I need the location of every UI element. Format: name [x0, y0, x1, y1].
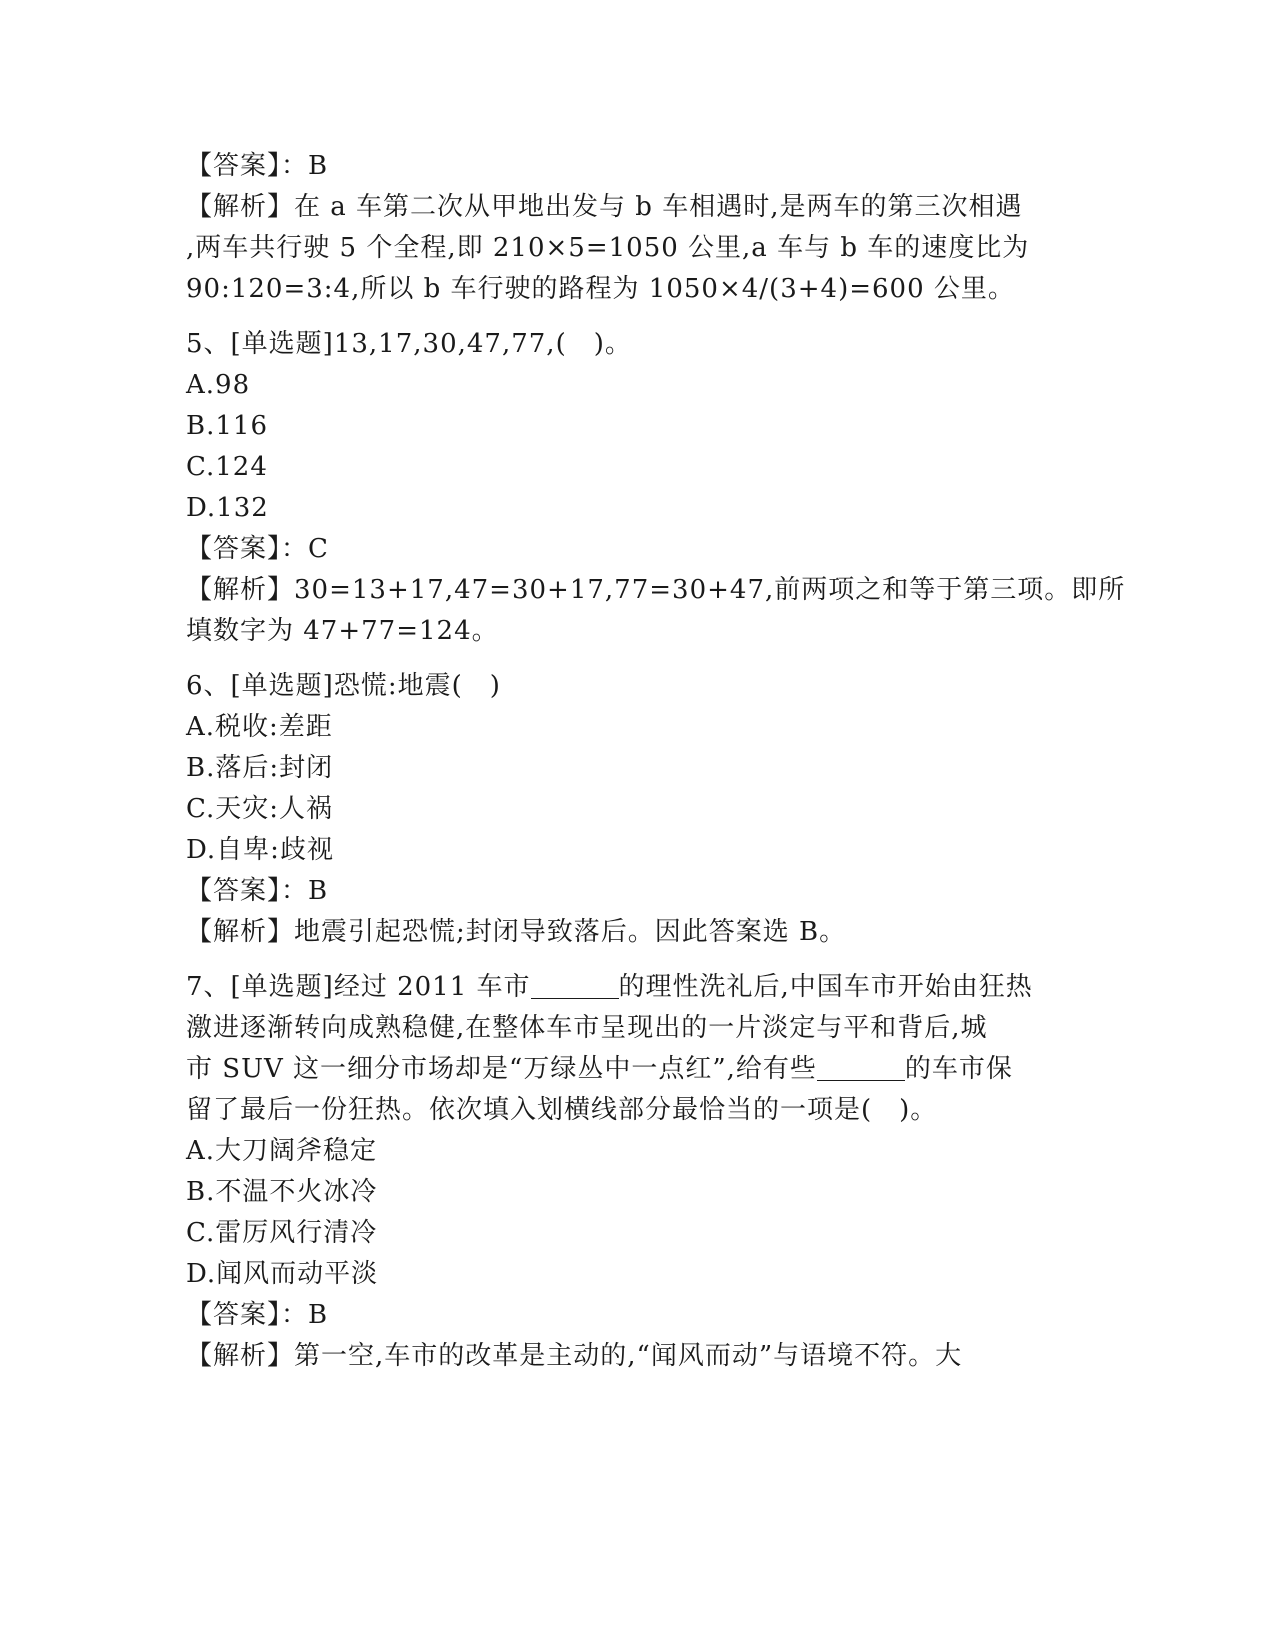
option-a: A.大刀阔斧稳定 [186, 1136, 378, 1166]
question-stem-line-4: 留了最后一份狂热。依次填入划横线部分最恰当的一项是( )。 [186, 1095, 938, 1125]
fill-blank-2 [817, 1054, 905, 1081]
analysis-line: ,两车共行驶 5 个全程,即 210×5=1050 公里,a 车与 b 车的速度比为 [186, 233, 1030, 263]
question-6 [186, 666, 1086, 953]
option-a: A.税收:差距 [186, 712, 333, 742]
option-d: D.自卑:歧视 [186, 835, 334, 865]
stem-text: 7、[单选题]经过 2011 车市 [186, 972, 531, 1002]
question-stem-line-3 [186, 1049, 1086, 1090]
option-c: C.124 [186, 452, 268, 482]
analysis-line: 【解析】地震引起恐慌;封闭导致落后。因此答案选 B。 [186, 917, 847, 947]
stem-text: 市 SUV 这一细分市场却是“万绿丛中一点红”,给有些 [186, 1054, 817, 1084]
analysis-line: 【解析】第一空,车市的改革是主动的,“闻风而动”与语境不符。大 [186, 1341, 963, 1371]
answer-line: 【答案】：C [186, 534, 329, 564]
question-7 [186, 967, 1086, 1377]
document-page [186, 146, 1126, 1377]
question-5 [186, 324, 1126, 652]
analysis-line: 【解析】在 a 车第二次从甲地出发与 b 车相遇时,是两车的第三次相遇 [186, 192, 1023, 222]
question-stem: 5、[单选题]13,17,30,47,77,( )。 [186, 329, 632, 359]
option-b: B.落后:封闭 [186, 753, 334, 783]
question-stem-line-1 [186, 967, 1086, 1008]
question-stem-line-2: 激进逐渐转向成熟稳健,在整体车市呈现出的一片淡定与平和背后,城 [186, 1013, 988, 1043]
option-c: C.天灾:人祸 [186, 794, 333, 824]
answer-line: 【答案】：B [186, 876, 329, 906]
answer-line: 【答案】：B [186, 1300, 329, 1330]
option-a: A.98 [186, 370, 251, 400]
stem-text: 的理性洗礼后,中国车市开始由狂热 [618, 972, 1033, 1002]
question-4-tail [186, 146, 1086, 310]
option-d: D.132 [186, 493, 269, 523]
analysis-line: 填数字为 47+77=124。 [186, 616, 499, 646]
analysis-line: 【解析】30=13+17,47=30+17,77=30+47,前两项之和等于第三项。即所 [186, 575, 1126, 605]
answer-line: 【答案】：B [186, 151, 329, 181]
stem-text: 的车市保 [904, 1054, 1013, 1084]
question-stem: 6、[单选题]恐慌:地震( ) [186, 671, 501, 701]
option-d: D.闻风而动平淡 [186, 1259, 379, 1289]
option-c: C.雷厉风行清冷 [186, 1218, 378, 1248]
analysis-line: 90:120=3:4,所以 b 车行驶的路程为 1050×4/(3+4)=600 公里。 [186, 274, 1015, 304]
option-b: B.不温不火冰冷 [186, 1177, 378, 1207]
option-b: B.116 [186, 411, 268, 441]
fill-blank-1 [531, 972, 619, 999]
